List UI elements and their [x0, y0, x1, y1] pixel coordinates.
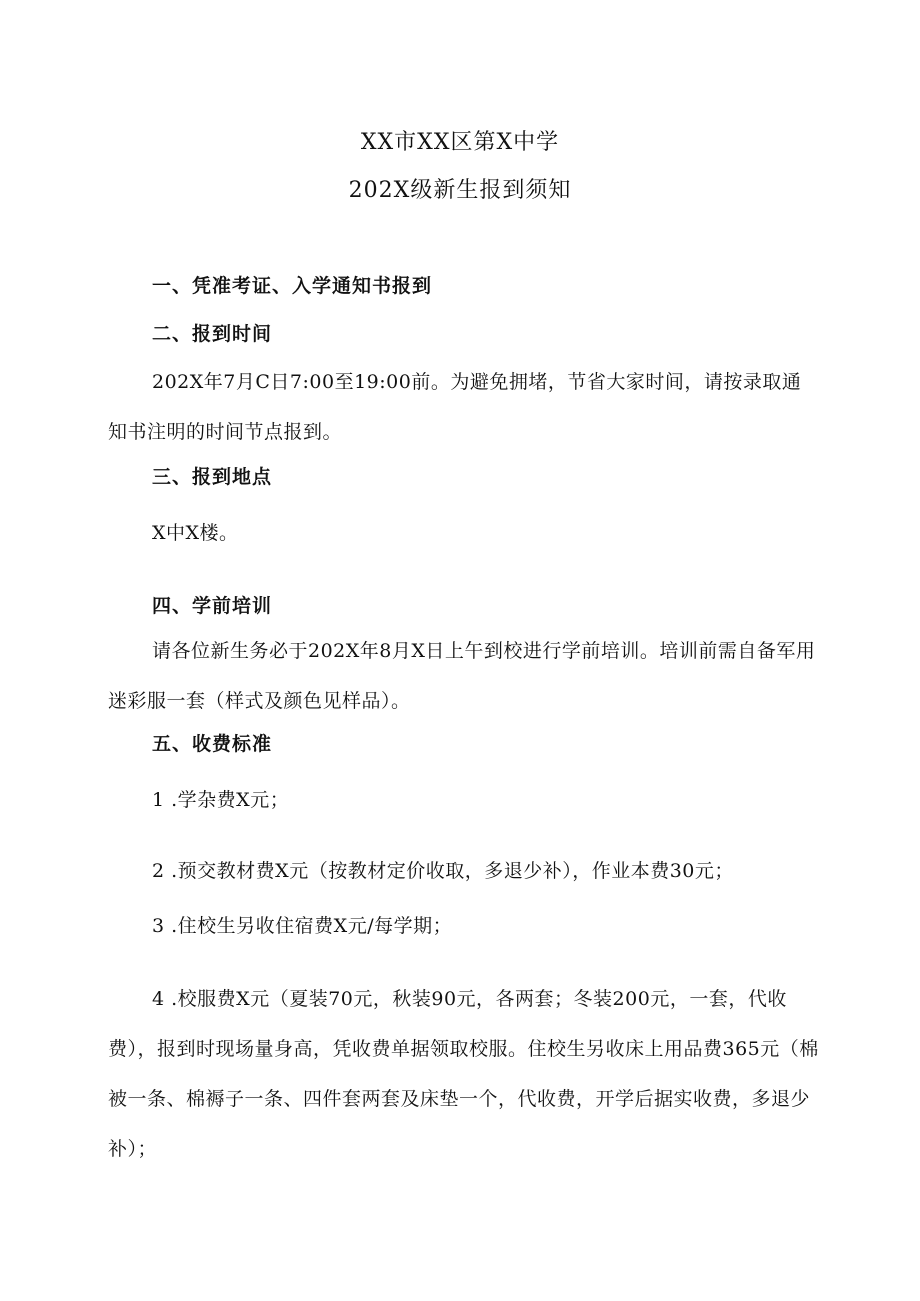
fee-item-2: 2 .预交教材费X元（按教材定价收取，多退少补），作业本费30元；: [152, 860, 734, 882]
section-heading-4: 四、学前培训: [152, 595, 273, 617]
section-heading-1: 一、凭准考证、入学通知书报到: [152, 275, 433, 297]
section-body-2: 202X年7月C日7:00至19:00前。为避免拥堵，节省大家时间，请按录取通知书注明的时间节点报到。: [108, 371, 802, 443]
section-heading-5: 五、收费标准: [152, 733, 273, 755]
section-body-4: 请各位新生务必于202X年8月X日上午到校进行学前培训。培训前需自备军用迷彩服一套（样式及颜色见样品）。: [108, 640, 816, 712]
section-heading-3: 三、报到地点: [152, 466, 273, 488]
section-body-3: X中X楼。: [152, 522, 239, 544]
fee-item-1: 1 .学杂费X元；: [152, 789, 290, 811]
section-heading-2: 二、报到时间: [152, 323, 273, 345]
fee-item-4: 4 .校服费X元（夏装70元，秋装90元，各两套；冬装200元，一套，代收费），报到时现场量身高，凭收费单据领取校服。住校生另收床上用品费365元（棉被一条、棉褥子一条、四件套两套及床垫一个，代收费，开学后据实收费，多退少补）；: [108, 988, 819, 1160]
document-title: XX市XX区第X中学: [360, 130, 560, 155]
fee-item-3: 3 .住校生另收住宿费X元/每学期；: [152, 915, 453, 937]
document-subtitle: 202X级新生报到须知: [348, 178, 572, 203]
